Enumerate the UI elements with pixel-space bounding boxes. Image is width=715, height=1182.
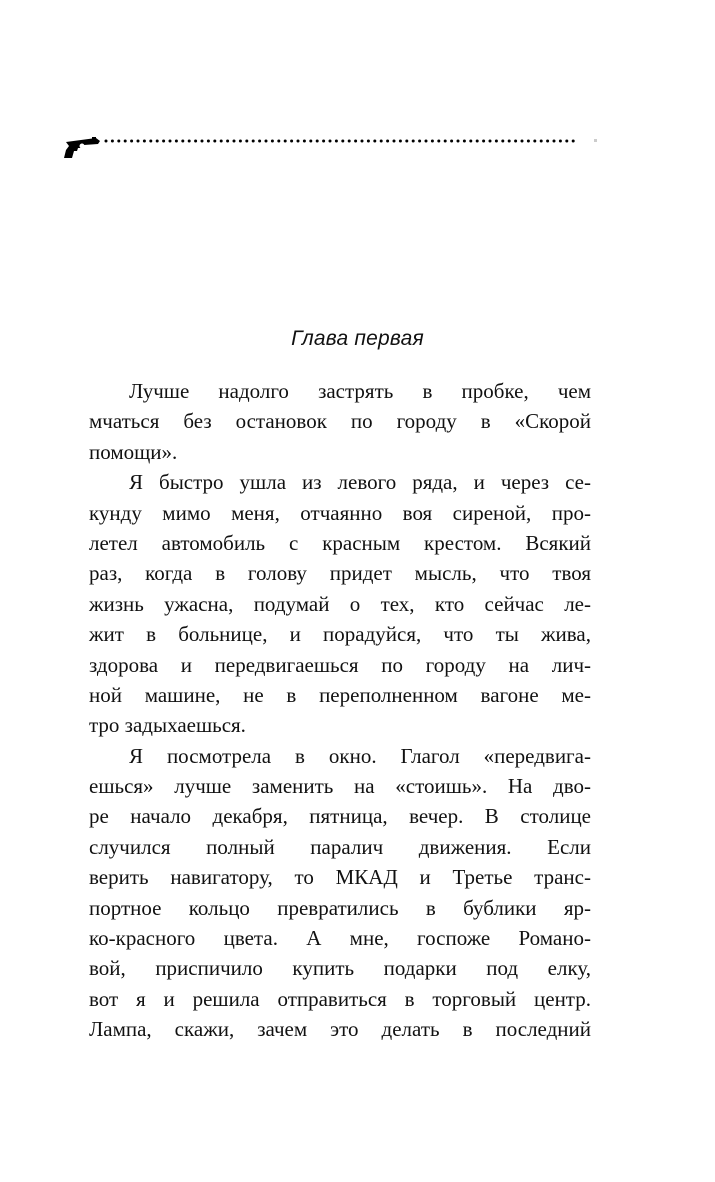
- leader-dot: [482, 140, 485, 143]
- leader-dot: [156, 140, 159, 143]
- leader-dot: [514, 140, 517, 143]
- leader-dot: [533, 140, 536, 143]
- text-line: Лучше надолго застрять в пробке, чем: [129, 379, 591, 403]
- text-line: раз, когда в голову придет мысль, что твоя: [89, 561, 591, 586]
- text-line: верить навигатору, то МКАД и Третье транс-: [89, 865, 591, 890]
- leader-dot: [354, 140, 357, 143]
- text-line: ре начало декабря, пятница, вечер. В столице: [89, 804, 591, 829]
- leader-dot: [309, 140, 312, 143]
- leader-dot: [290, 140, 293, 143]
- text-line: Я быстро ушла из левого ряда, и через се-: [129, 470, 591, 495]
- leader-dot: [124, 140, 127, 143]
- leader-dot: [258, 140, 261, 143]
- leader-dot: [489, 140, 492, 143]
- leader-dot: [117, 140, 120, 143]
- leader-dot: [527, 140, 530, 143]
- leader-dot: [425, 140, 428, 143]
- leader-dot: [213, 140, 216, 143]
- leader-dot: [565, 140, 568, 143]
- text-line: случился полный паралич движения. Если: [89, 834, 591, 859]
- text-line: ешься» лучше заменить на «стоишь». На дво-: [89, 774, 591, 799]
- leader-dot: [265, 140, 268, 143]
- leader-dot: [329, 140, 332, 143]
- leader-dot: [412, 140, 415, 143]
- leader-dot: [162, 140, 165, 143]
- leader-dot: [559, 140, 562, 143]
- leader-dot: [399, 140, 402, 143]
- leader-dot: [226, 140, 229, 143]
- text-line: летел автомобиль с красным крестом. Всякий: [89, 530, 591, 555]
- leader-dot: [418, 140, 421, 143]
- text-line: ной машине, не в переполненном вагоне ме-: [89, 682, 591, 707]
- dot-leader: [105, 140, 575, 143]
- leader-dot: [245, 140, 248, 143]
- leader-dot: [546, 140, 549, 143]
- leader-dot: [521, 140, 524, 143]
- leader-dot: [373, 140, 376, 143]
- leader-dot: [271, 140, 274, 143]
- leader-dot: [335, 140, 338, 143]
- leader-dot: [201, 140, 204, 143]
- leader-dot: [233, 140, 236, 143]
- leader-dot: [303, 140, 306, 143]
- leader-dot: [239, 140, 242, 143]
- text-line: вой, приспичило купить подарки под елку,: [89, 956, 591, 981]
- leader-dot: [149, 140, 152, 143]
- leader-dot: [316, 140, 319, 143]
- leader-dot: [540, 140, 543, 143]
- text-line: мчаться без остановок по городу в «Скорой: [89, 409, 591, 434]
- leader-dot: [393, 140, 396, 143]
- text-line: вот я и решила отправиться в торговый центр.: [89, 986, 591, 1011]
- dotted-rule: [62, 128, 602, 160]
- leader-dot: [450, 140, 453, 143]
- leader-dot: [476, 140, 479, 143]
- leader-dot: [386, 140, 389, 143]
- leader-dot: [297, 140, 300, 143]
- leader-dot: [181, 140, 184, 143]
- leader-dot: [277, 140, 280, 143]
- text-line: жизнь ужасна, подумай о тех, кто сейчас ле-: [89, 591, 591, 616]
- leader-dot: [188, 140, 191, 143]
- leader-dot: [105, 140, 108, 143]
- chapter-title: Глава первая: [291, 327, 424, 350]
- text-line: кунду мимо меня, отчаянно воя сиреной, про-: [89, 500, 591, 525]
- leader-dot: [463, 140, 466, 143]
- leader-dot: [380, 140, 383, 143]
- leader-dot: [553, 140, 556, 143]
- text-line: жит в больнице, и порадуйся, что ты жива,: [89, 622, 591, 647]
- leader-dot: [284, 140, 287, 143]
- leader-dot: [457, 140, 460, 143]
- leader-dot: [469, 140, 472, 143]
- leader-dot: [207, 140, 210, 143]
- leader-dot: [437, 140, 440, 143]
- leader-dot: [495, 140, 498, 143]
- leader-dot: [130, 140, 133, 143]
- leader-dot: [361, 140, 364, 143]
- leader-dot: [175, 140, 178, 143]
- text-line: портное кольцо превратились в бублики яр-: [89, 895, 591, 920]
- chapter-ornament: [62, 128, 602, 160]
- text-line: Лампа, скажи, зачем это делать в последний: [89, 1017, 591, 1042]
- leader-dot: [322, 140, 325, 143]
- leader-dot: [572, 140, 575, 143]
- text-line: помощи».: [89, 439, 178, 464]
- text-line: тро задыхаешься.: [89, 713, 246, 738]
- leader-dot: [348, 140, 351, 143]
- leader-dot: [169, 140, 172, 143]
- revolver-icon: [64, 137, 100, 158]
- body-text: [89, 376, 591, 1045]
- leader-dot: [367, 140, 370, 143]
- leader-dot: [220, 140, 223, 143]
- leader-dot: [444, 140, 447, 143]
- rule-end-mark: [594, 139, 597, 142]
- leader-dot: [405, 140, 408, 143]
- leader-dot: [431, 140, 434, 143]
- leader-dot: [111, 140, 114, 143]
- leader-dot: [194, 140, 197, 143]
- text-line: ко-красного цвета. А мне, госпоже Романо-: [89, 926, 591, 951]
- leader-dot: [341, 140, 344, 143]
- text-line: Я посмотрела в окно. Глагол «передвига-: [129, 743, 591, 768]
- text-line: здорова и передвигаешься по городу на лич-: [89, 652, 591, 677]
- leader-dot: [143, 140, 146, 143]
- leader-dot: [252, 140, 255, 143]
- leader-dot: [508, 140, 511, 143]
- leader-dot: [501, 140, 504, 143]
- leader-dot: [137, 140, 140, 143]
